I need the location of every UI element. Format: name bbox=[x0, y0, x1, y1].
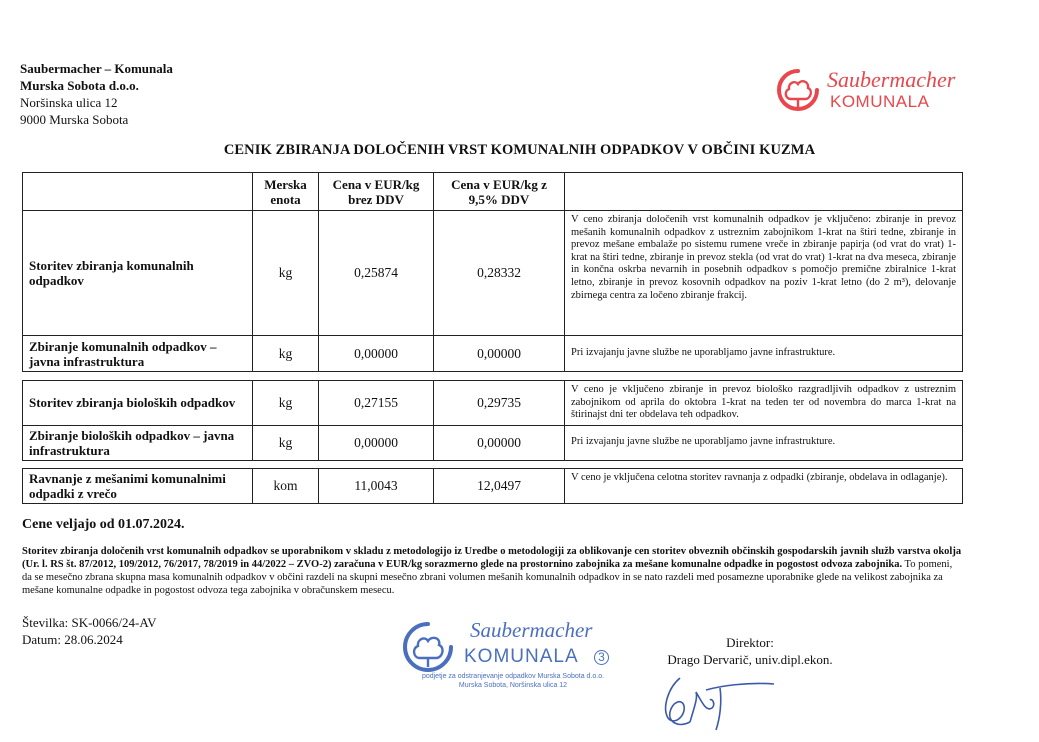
row-price-vat: 12,0497 bbox=[434, 469, 565, 504]
header-price-vat: Cena v EUR/kg z 9,5% DDV bbox=[434, 173, 565, 211]
director-title: Direktor: bbox=[726, 635, 774, 650]
row-unit: kom bbox=[253, 469, 319, 504]
sender-address bbox=[20, 60, 173, 128]
validity-note: Cene veljajo od 01.07.2024. bbox=[22, 517, 185, 532]
row-name: Ravnanje z mešanimi komunalnimi odpadki z vrečo bbox=[23, 469, 253, 504]
row-price-net: 0,00000 bbox=[319, 425, 434, 460]
price-table-bio bbox=[22, 380, 963, 461]
row-unit: kg bbox=[253, 425, 319, 460]
stamp-caption-company: podjetje za odstranjevanje odpadkov Murska Sobota d.o.o. bbox=[421, 673, 605, 680]
row-price-net: 0,00000 bbox=[319, 336, 434, 372]
row-note: Pri izvajanju javne službe ne uporabljamo javne infrastrukture. bbox=[565, 336, 963, 372]
document-number: Številka: SK-0066/24-AV bbox=[22, 615, 157, 630]
methodology-bold: Storitev zbiranja določenih vrst komunalnih odpadkov se uporabnikom v skladu z metodologijo iz Uredbe o metodologiji za oblikovanje cen storitev obveznih občinskih gospodarskih javnih služb varstva okolja (Ur. l. RS št. 87/2012, 109/2012, 76/2017, 78/2019 in 44/2022 – ZVO-2) zaračuna v EUR/kg sorazmerno glede na prostornino zabojnika za mešane komunalne odpadke in pogostost odvoza zabojnika. bbox=[22, 546, 962, 570]
row-price-vat: 0,00000 bbox=[434, 425, 565, 460]
company-logo bbox=[775, 67, 975, 117]
row-note: V ceno je vključena celotna storitev ravnanja z odpadki (zbiranje, obdelava in odlaganje). bbox=[565, 469, 963, 504]
director-name: Drago Dervarič, univ.dipl.ekon. bbox=[667, 652, 833, 667]
row-price-net: 11,0043 bbox=[319, 469, 434, 504]
sender-company: Saubermacher – Komunala bbox=[20, 61, 173, 76]
header-note bbox=[565, 173, 963, 211]
stamp-sub-text: KOMUNALA bbox=[464, 646, 579, 667]
row-note: V ceno je vključeno zbiranje in prevoz biološko razgradljivih odpadkov z ustreznim zabojnikom od aprila do oktobra 1-krat na teden ter od novembra do marca 1-krat na štirinajst dni ter obdelava teh odpadkov. bbox=[565, 381, 963, 426]
row-price-net: 0,25874 bbox=[319, 211, 434, 336]
row-unit: kg bbox=[253, 381, 319, 426]
table-row bbox=[23, 469, 963, 504]
stamp-caption-address: Murska Sobota, Noršinska ulica 12 bbox=[458, 682, 568, 689]
table-row bbox=[23, 381, 963, 426]
row-price-net: 0,27155 bbox=[319, 381, 434, 426]
company-stamp bbox=[398, 620, 628, 700]
stamp-emblem-icon bbox=[398, 620, 458, 674]
row-note: V ceno zbiranja določenih vrst komunalnih odpadkov je vključeno: zbiranje in prevoz mešanih komunalnih odpadkov z ustreznim zabojnikom 1-krat na štiri tedne, zbiranje in prevoz mešane embalaže po sistemu rumene vreče in zbiranje papirja (od vrat do vrat) 1-krat na štiri tedne, zbiranje in prevoz stekla (od vrat do vrat) 1-krat na dva meseca, zbiranje in končna oskrba nevarnih in posebnih odpadkov s pomočjo premične zbiralnice 1-krat letno, zbiranje in prevoz kosovnih odpadkov na poziv 1-krat letno (do 2 m³), delovanje zbirnega centra za ločeno zbiranje frakcij. bbox=[565, 211, 963, 336]
table-row bbox=[23, 336, 963, 372]
price-table-bags bbox=[22, 468, 963, 504]
signature-icon bbox=[650, 668, 790, 738]
row-price-vat: 0,00000 bbox=[434, 336, 565, 372]
sender-street: Noršinska ulica 12 bbox=[20, 95, 118, 110]
stamp-number: 3 bbox=[594, 650, 609, 665]
row-unit: kg bbox=[253, 211, 319, 336]
row-name: Zbiranje komunalnih odpadkov – javna infrastruktura bbox=[23, 336, 253, 372]
row-unit: kg bbox=[253, 336, 319, 372]
table-header-row bbox=[23, 173, 963, 211]
header-unit: Merska enota bbox=[253, 173, 319, 211]
header-empty bbox=[23, 173, 253, 211]
table-row bbox=[23, 211, 963, 336]
page-title: CENIK ZBIRANJA DOLOČENIH VRST KOMUNALNIH ODPADKOV V OBČINI KUZMA bbox=[223, 142, 816, 158]
row-price-vat: 0,29735 bbox=[434, 381, 565, 426]
methodology-paragraph bbox=[22, 545, 962, 597]
table-row bbox=[23, 425, 963, 460]
logo-sub-text: KOMUNALA bbox=[830, 92, 930, 111]
row-name: Zbiranje bioloških odpadkov – javna infrastruktura bbox=[23, 425, 253, 460]
sender-company-suffix: Murska Sobota d.o.o. bbox=[20, 78, 139, 93]
row-name: Storitev zbiranja bioloških odpadkov bbox=[23, 381, 253, 426]
row-name: Storitev zbiranja komunalnih odpadkov bbox=[23, 211, 253, 336]
price-table-main bbox=[22, 172, 963, 372]
logo-emblem-icon bbox=[775, 67, 821, 113]
row-price-vat: 0,28332 bbox=[434, 211, 565, 336]
sender-city: 9000 Murska Sobota bbox=[20, 112, 129, 127]
director-block bbox=[640, 634, 860, 668]
document-date: Datum: 28.06.2024 bbox=[22, 632, 123, 647]
stamp-brand-text: Saubermacher bbox=[470, 618, 593, 642]
methodology-rest: To pomeni, da se mesečno zbrana skupna masa komunalnih odpadkov v občini razdeli na skupni mesečno zbrani volumen mešanih komunalnih odpadkov in se nato razdeli med posamezne uporabnike glede na velikost zabojnika za mešane komunalne odpadke in pogostost odvoza tega zabojnika v obračunskem mesecu. bbox=[22, 559, 953, 596]
row-note: Pri izvajanju javne službe ne uporabljamo javne infrastrukture. bbox=[565, 425, 963, 460]
document-info bbox=[22, 614, 156, 648]
header-price-net: Cena v EUR/kg brez DDV bbox=[319, 173, 434, 211]
logo-brand-text: Saubermacher bbox=[827, 67, 956, 92]
